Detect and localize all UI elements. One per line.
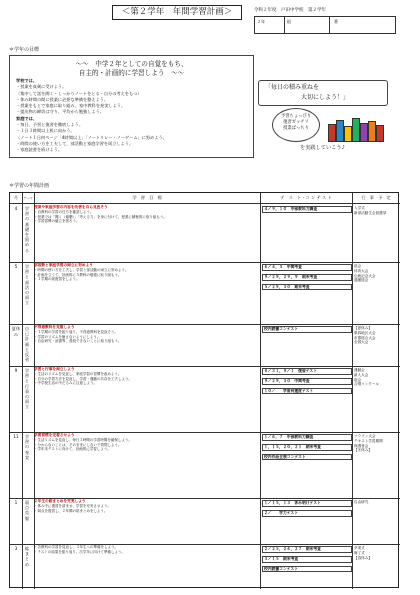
test-entry: ６／４，５ 中間考査: [262, 264, 352, 271]
books-illustration: [328, 117, 386, 142]
event-entry: 保護者会: [354, 443, 369, 448]
motto-line-1: 「毎日の積み重ねを: [265, 84, 320, 91]
event-entry: 通運総会: [354, 278, 369, 283]
content-line: ・１学期の総復習をしよう。: [34, 277, 80, 282]
test-entry: １０／ 学習到達度テスト: [262, 388, 352, 395]
row-content: [34, 325, 258, 365]
bubble-line: 予習ちょっぴり: [280, 114, 312, 119]
content-line: ・分からないことは、そのままにしないで質問しよう。: [34, 442, 122, 447]
goal-headline-1: ～～ 中学２年としての自覚をもち、: [75, 60, 188, 68]
row-content: [34, 263, 258, 323]
row-content: [34, 205, 258, 261]
goal-box: [9, 55, 254, 158]
header-test: テ ス ト・コ ン テ ス ト: [280, 195, 332, 200]
row-tests: [262, 500, 352, 520]
row-content: [34, 367, 258, 431]
event-entry: 総会: [354, 264, 362, 268]
book-icon: [368, 121, 376, 142]
school-line: ・提出物の締切は守り、平均から勉強しよう。: [16, 109, 104, 115]
test-entry: 校内作品全展コンテスト: [262, 454, 352, 461]
row-events: [354, 434, 400, 453]
school-lead: 学校では、: [16, 78, 37, 83]
row-tests: [262, 434, 352, 463]
school-line: ・休み時間の間に授業に必要な準備を整えよう。: [16, 96, 109, 102]
class-number-cell: 番: [334, 19, 338, 24]
bubble-line: 授業ばっちり: [283, 126, 309, 131]
test-entry: ２／２５，２６，２７ 期末考査: [262, 546, 352, 553]
event-entry: 体育大会: [354, 268, 369, 273]
content-heading: ２年生の総まとめを充実しよう: [34, 499, 86, 503]
content-line: ・自教科の学習の仕方を確認しよう。: [34, 209, 94, 214]
header: [0, 0, 420, 42]
row-events: [354, 206, 400, 216]
event-entry: 新部活動生会員選挙: [354, 210, 387, 215]
row-theme: 学 習 の 基 礎 を 固 め る: [24, 206, 30, 253]
event-entry: 修了式: [354, 550, 365, 555]
content-line: ・生活のリズムを見直し、家庭学習の習慣を改めよう。: [34, 371, 122, 376]
content-line: ・学習習慣の確立を図ろう。: [34, 219, 80, 224]
test-entry: １，１５，２０，２１ 期末考査: [262, 444, 352, 451]
content-heading: 不得意教科を克服しよう: [34, 325, 75, 329]
book-icon: [352, 118, 360, 142]
header-month: 月: [13, 195, 19, 200]
event-entry: 運動会: [354, 368, 365, 372]
row-events: [354, 500, 400, 505]
plan-section-title: ＊学習の年間計画: [9, 183, 50, 189]
content-line: ・中学校生活の中だるみに注意しよう。: [34, 381, 97, 386]
row-events: [354, 264, 400, 283]
content-line: ・授業では「聞く（傾聴）」「考える力」を身に付けて、授業に積極的に取り組もう。: [34, 214, 167, 219]
motto-promise: を実践していこう♪: [300, 145, 345, 151]
home-line: （ノート１日何ページ「4時間以上」「ノートリレー・ノーゲーム」に努めよう。: [16, 134, 167, 140]
content-line: ・各教科の学習を見直し、３年生への準備をしよう。: [34, 545, 118, 549]
row-content: [34, 545, 258, 588]
column-divider: [260, 193, 261, 589]
content-line: ・学年末テストに向けて、計画的に学習しよう。: [34, 447, 111, 452]
home-lead: 家庭では、: [16, 115, 37, 121]
row-theme: 弱 点 克 服: [24, 500, 30, 521]
event-entry: 【夏休み】: [354, 326, 372, 330]
row-theme: 総 ま と め: [24, 546, 30, 567]
content-heading: 学習と行事を両立しよう: [34, 367, 75, 371]
row-theme: 自 己 計 画 と 反 省: [24, 326, 30, 363]
test-entry: １／６，７ 中部教科力調査: [262, 434, 352, 441]
row-content: [34, 499, 258, 543]
content-line: ・自由研究・読書等、普段できないことに取り組もう。: [34, 339, 122, 344]
event-entry: 総会: [354, 377, 362, 382]
content-line: ・テストの結果を振り返り、次学年に向けて準備しよう。: [34, 549, 125, 554]
row-month: 5: [14, 264, 18, 269]
home-line: ・時間の使い方を工夫して、部活動と家庭学習を両立しよう。: [16, 140, 134, 146]
test-entry: ５／２９，３０ 期末考査: [262, 284, 352, 291]
test-entry: ２／ 学力テスト: [262, 510, 352, 517]
school-line: （集中して話を聞く・しっかりノートをとる・自分の考えをもつ）: [16, 90, 142, 96]
test-entry: ９／２９，３０ 中間考査: [262, 378, 352, 385]
content-line: ・時間の使い方を工夫し、学習と部活動の両立に努めよう。: [34, 267, 129, 272]
row-month: 11: [13, 434, 19, 439]
motto-bubble: [272, 108, 320, 142]
book-icon: [328, 124, 336, 142]
row-tests: [262, 206, 352, 216]
content-heading: 部活動と家庭学習の両立に努めよう: [34, 263, 93, 267]
test-entry: １／１５，１３ 休み明けテスト: [262, 500, 352, 507]
content-line: ・計画を立てて、計画的に５教科の勉強に取り組もう。: [34, 272, 122, 277]
event-entry: テキスト学習期間: [354, 438, 383, 443]
book-icon: [360, 123, 368, 142]
row-content: [34, 433, 258, 497]
event-entry: 伝統記念大会: [354, 273, 376, 278]
school-line: ・授業を真剣に受けよう。: [16, 84, 67, 90]
header-content: 学 習 目 標: [132, 195, 162, 200]
test-entry: ３／１５ 期末考査: [262, 556, 352, 563]
row-theme: 学 習 と 行 事 の 両 立: [24, 368, 30, 410]
book-icon: [336, 120, 344, 142]
content-heading: 学習習慣を定着させよう: [34, 433, 75, 437]
event-entry: 【冬休み】: [354, 448, 372, 453]
event-entry: 【春休み】: [354, 555, 372, 560]
row-events: [354, 326, 400, 345]
test-entry: ９／２９，２９，９ 期末考査: [262, 274, 352, 281]
row-tests: [262, 546, 352, 575]
column-divider: [352, 193, 353, 589]
event-entry: 新人大会: [354, 372, 369, 377]
row-month: 1: [14, 500, 18, 505]
event-entry: 市郡総合大会: [354, 335, 376, 340]
event-entry: 全国大会: [354, 340, 369, 345]
goal-section-title: ＊学年の目標: [9, 47, 40, 53]
test-entry: ８／３１，９／１ 復習テスト: [262, 368, 352, 375]
row-month: 3: [14, 546, 18, 551]
bubble-line: 復習ガッチリ: [283, 120, 309, 125]
row-tests: [262, 326, 352, 336]
header-theme: テーマ: [23, 196, 33, 200]
test-entry: 校内読書コンテスト: [262, 326, 352, 333]
home-line: ・毎日、予習と復習を徹底しよう。: [16, 122, 84, 128]
event-entry: 卒業式: [354, 546, 365, 550]
content-line: ・休み中に復習を済ませ、学習を充実させよう。: [34, 503, 111, 508]
book-icon: [376, 125, 384, 142]
name-table: [254, 16, 396, 34]
row-divider: [10, 203, 400, 204]
row-events: [354, 368, 400, 387]
test-entry: 校内読書コンテスト: [262, 566, 352, 573]
row-theme: 学 習 と 部 活 の 両 立: [24, 264, 30, 306]
motto-box: [258, 80, 388, 106]
motto-line-2: 大切にしよう！」: [301, 93, 350, 101]
content-line: ・学習のリズムを崩さないようにしよう。: [34, 334, 101, 339]
school-label: 令和２年度 戸田中学校 第２学年: [254, 8, 326, 13]
row-theme: 学 習 の 充 実: [24, 434, 30, 460]
goal-headline-2: 自主的・計画的に学習しよう ～～: [78, 69, 185, 77]
home-line: ・１日３時間以上机に向かう。: [16, 128, 75, 134]
header-event: 行 事 予 定: [361, 195, 391, 200]
class-year-cell: ２年: [255, 17, 285, 33]
event-entry: 県四地区大会: [354, 330, 376, 335]
row-tests: [262, 368, 352, 397]
content-line: ・生活リズムを見直し、毎日３時間の学習時間を確保しよう。: [34, 437, 132, 442]
class-group-cell: 組: [285, 17, 330, 33]
home-line: ・家庭読書を続けよう。: [16, 147, 63, 153]
row-month: 4: [14, 206, 18, 211]
row-events: [354, 546, 400, 560]
row-month: 夏休み: [11, 326, 21, 337]
book-icon: [344, 126, 352, 142]
row-month: 9: [14, 368, 18, 373]
event-entry: 入学式: [354, 206, 365, 210]
event-entry: 自由研究: [354, 500, 369, 504]
school-line: ・授業をもとで家庭に取り組み、家中教科を充実しよう。: [16, 103, 126, 109]
content-heading: 授業や家庭学習の内容を改善を自ら見直そう: [34, 205, 108, 209]
row-tests: [262, 264, 352, 293]
plan-table: [9, 192, 399, 588]
event-entry: 合唱コンクール: [354, 382, 380, 387]
event-entry: マラソン大会: [354, 434, 376, 438]
page-title: ＜第２学年 年間学習計画＞: [112, 5, 242, 20]
content-line: ・弱点を復習し、２年間の総まとめをしよう。: [34, 508, 108, 513]
test-entry: ４／９，１０ 中部教科力調査: [262, 206, 352, 213]
content-line: ・１学期の学習を振り返り、不得意教科を見直そう。: [34, 329, 118, 334]
content-line: ・自分の学習方法を見直し、学習・運動の共存を工夫しよう。: [34, 376, 132, 381]
